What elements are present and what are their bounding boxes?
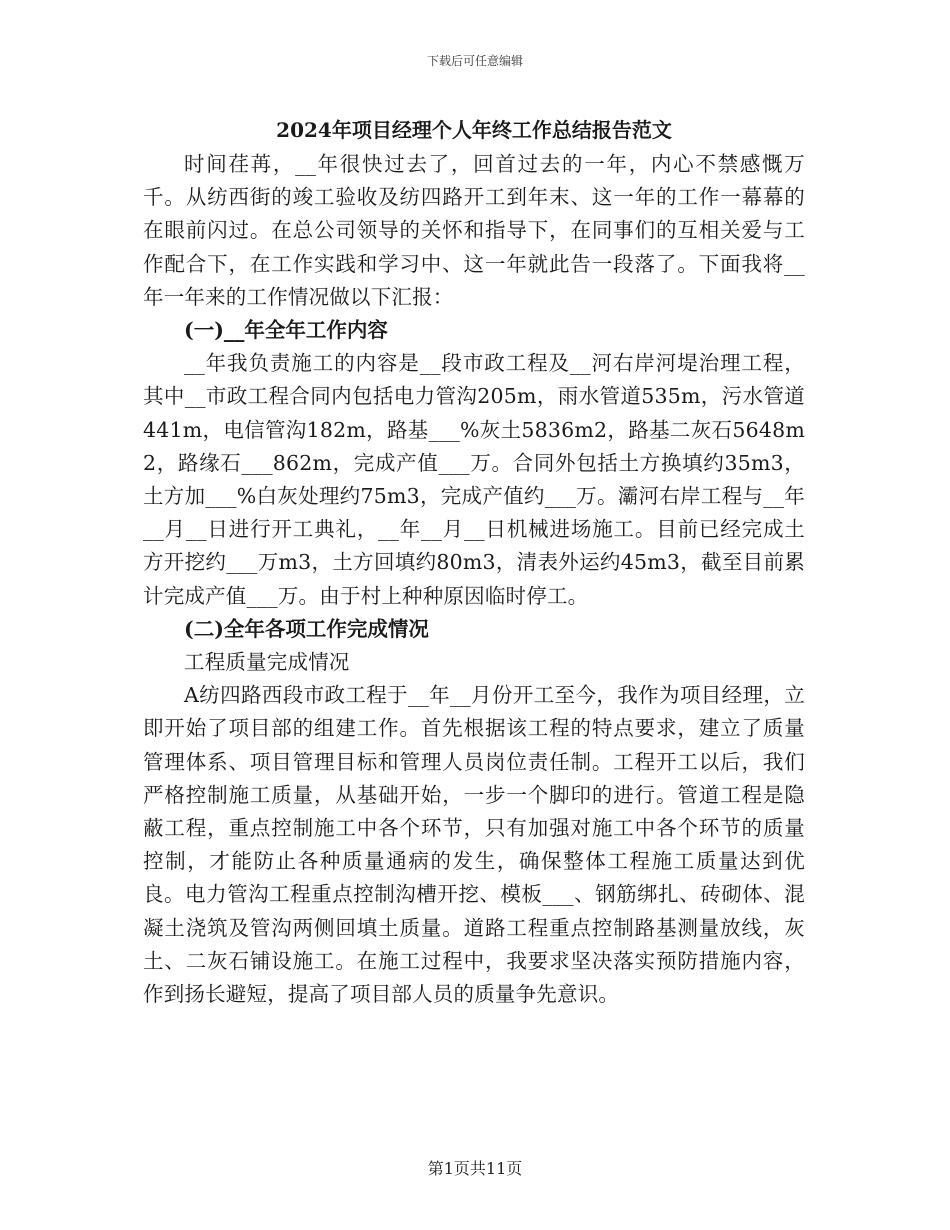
document-body	[143, 112, 805, 1011]
section-heading-1: (一)__年全年工作内容	[184, 318, 388, 343]
section-heading-2: (二)全年各项工作完成情况	[184, 616, 429, 641]
page-number: 第1页共11页	[427, 1159, 523, 1178]
header-note: 下载后可任意编辑	[426, 54, 523, 68]
intro-paragraph: 时间荏苒，__年很快过去了，回首过去的一年，内心不禁感慨万千。从纺西街的竣工验收及纺四路开工到年末、这一年的工作一幕幕的在眼前闪过。在总公司领导的关怀和指导下，在同事们的互相关爱与工作配合下，在工作实践和学习中、这一年就此告一段落了。下面我将__年一年来的工作情况做以下汇报：	[143, 152, 805, 309]
subheading-quality: 工程质量完成情况	[184, 650, 350, 675]
work-content-paragraph: __年我负责施工的内容是__段市政工程及__河右岸河堤治理工程，其中__市政工程合同内包括电力管沟205m，雨水管道535m，污水管道441m，电信管沟182m，路基___%灰土5836m2，路基二灰石5648m2，路缘石___862m，完成产值___万。合同外包括土方换填约35m3，土方加___%白灰处理约75m3，完成产值约___万。灞河右岸工程与__年__月__日进行开工典礼，__年__月__日机械进场施工。目前已经完成土方开挖约___万m3，土方回填约80m3，清表外运约45m3，截至目前累计完成产值___万。由于村上种种原因临时停工。	[143, 351, 805, 608]
quality-paragraph: A纺四路西段市政工程于__年__月份开工至今，我作为项目经理，立即开始了项目部的组建工作。首先根据该工程的特点要求，建立了质量管理体系、项目管理目标和管理人员岗位责任制。工程开工以后，我们严格控制施工质量，从基础开始，一步一个脚印的进行。管道工程是隐蔽工程，重点控制施工中各个环节，只有加强对施工中各个环节的质量控制，才能防止各种质量通病的发生，确保整体工程施工质量达到优良。电力管沟工程重点控制沟槽开挖、模板___、钢筋绑扎、砖砌体、混凝土浇筑及管沟两侧回填土质量。道路工程重点控制路基测量放线，灰土、二灰石铺设施工。在施工过程中，我要求坚决落实预防措施内容，作到扬长避短，提高了项目部人员的质量争先意识。	[143, 683, 805, 1007]
document-title: 2024年项目经理个人年终工作总结报告范文	[276, 118, 672, 142]
